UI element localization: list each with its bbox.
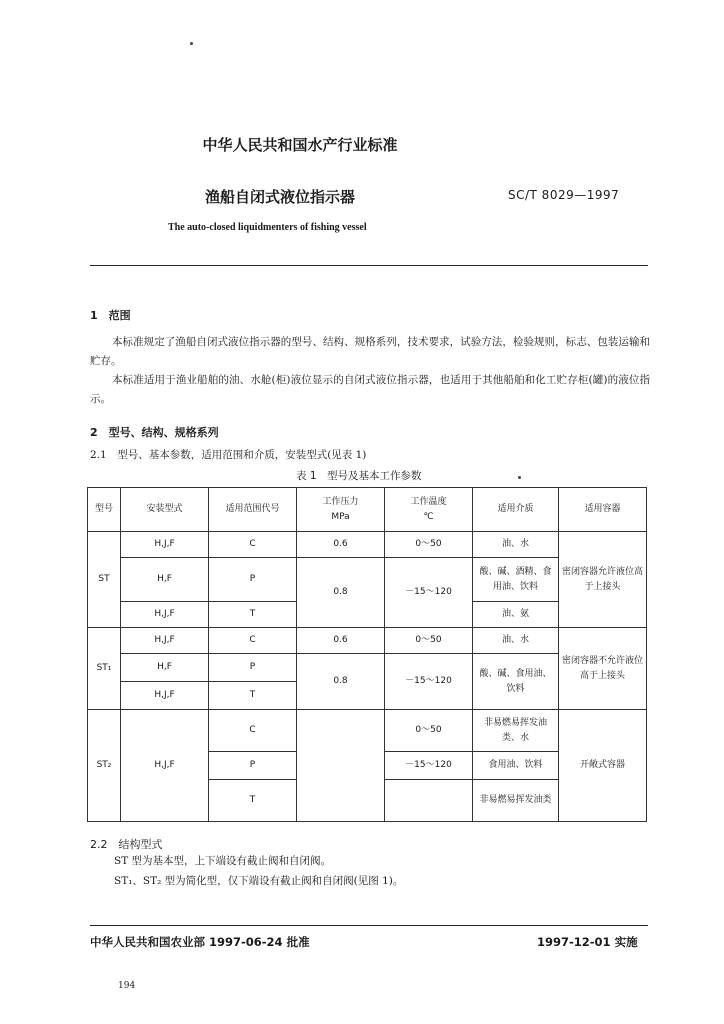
- header-rule: [90, 265, 648, 266]
- cell-temperature: [385, 780, 473, 822]
- table-row: [88, 628, 647, 654]
- cell-mount: H,J,F: [121, 602, 209, 628]
- header-range-code: 适用范围代号: [209, 488, 297, 532]
- page-number: 194: [118, 981, 136, 991]
- cell-medium: 酸、碱、食用油、饮料: [473, 654, 559, 710]
- header-mounting: 安装型式: [121, 488, 209, 532]
- header-temperature: 工作温度 ℃: [385, 488, 473, 532]
- cell-medium: 油、水: [473, 532, 559, 558]
- cell-mount: H,J,F: [121, 628, 209, 654]
- model-st1: ST₁: [88, 628, 121, 710]
- approval-line: 中华人民共和国农业部 1997-06-24 批准: [90, 935, 310, 949]
- cell-code: C: [209, 628, 297, 654]
- header-container: 适用容器: [559, 488, 647, 532]
- cell-temperature: －15～120: [385, 752, 473, 780]
- section-2-2-heading: 2.2 结构型式: [90, 838, 163, 851]
- section-2-2-paragraph-2: ST₁、ST₂ 型为简化型，仅下端设有截止阀和自闭阀(见图 1)。: [114, 875, 404, 887]
- model-st2: ST₂: [88, 710, 121, 822]
- cell-medium: 油、水: [473, 628, 559, 654]
- section-2-heading: 2 型号、结构、规格系列: [90, 426, 219, 439]
- cell-medium: 油、氨: [473, 602, 559, 628]
- cell-code: T: [209, 780, 297, 822]
- section-2-1-text: 2.1 型号、基本参数，适用范围和介质，安装型式(见表 1): [90, 449, 367, 461]
- footer-rule: [90, 925, 648, 926]
- cell-temperature: 0～50: [385, 532, 473, 558]
- cell-code: P: [209, 752, 297, 780]
- section-1-heading: 1 范围: [90, 309, 131, 322]
- effective-date: 1997-12-01 实施: [537, 935, 638, 949]
- cell-temperature: －15～120: [385, 654, 473, 710]
- cell-mount: H,J,F: [121, 682, 209, 710]
- cell-temperature: 0～50: [385, 628, 473, 654]
- header-medium: 适用介质: [473, 488, 559, 532]
- section-1-paragraph-2: 本标准适用于渔业船舶的油、水舱(柜)液位显示的自闭式液位指示器，也适用于其他船舶和化工贮存柜(罐)的液位指示。: [90, 374, 650, 405]
- parameters-table: [87, 487, 647, 822]
- cell-pressure: 0.8: [297, 558, 385, 628]
- cell-pressure: 0.6: [297, 532, 385, 558]
- cell-code: C: [209, 532, 297, 558]
- section-2-2-paragraph-1: ST 型为基本型，上下端设有截止阀和自闭阀。: [114, 855, 332, 867]
- table-row: [88, 532, 647, 558]
- cell-pressure: 0.6: [297, 628, 385, 654]
- cell-medium: 酸、碱、酒精、食用油、饮料: [473, 558, 559, 602]
- cell-mount: H,F: [121, 558, 209, 602]
- section-1-paragraph-1: 本标准规定了渔船自闭式液位指示器的型号、结构、规格系列，技术要求，试验方法，检验规则，标志、包装运输和贮存。: [90, 336, 650, 367]
- cell-mount: H,J,F: [121, 532, 209, 558]
- standard-body-title: 中华人民共和国水产行业标准: [202, 136, 398, 154]
- model-st: ST: [88, 532, 121, 628]
- english-title: The auto-closed liquidmenters of fishing vessel: [168, 222, 367, 233]
- cell-container: 密闭容器不允许液位高于上接头: [559, 628, 647, 710]
- cell-code: P: [209, 558, 297, 602]
- standard-code: SC/T 8029—1997: [508, 188, 620, 202]
- cell-pressure: [297, 710, 385, 822]
- cell-code: T: [209, 682, 297, 710]
- document-title: 渔船自闭式液位指示器: [205, 188, 356, 206]
- speck-mark: [190, 42, 193, 45]
- cell-temperature: 0～50: [385, 710, 473, 752]
- cell-code: T: [209, 602, 297, 628]
- cell-code: C: [209, 710, 297, 752]
- cell-medium: 非易燃易挥发油类、水: [473, 710, 559, 752]
- cell-mount: H,J,F: [121, 710, 209, 822]
- cell-container: 开敞式容器: [559, 710, 647, 822]
- speck-mark: [518, 476, 521, 479]
- header-pressure: 工作压力 MPa: [297, 488, 385, 532]
- table-header-row: [88, 488, 647, 532]
- cell-mount: H,F: [121, 654, 209, 682]
- cell-medium: 非易燃易挥发油类: [473, 780, 559, 822]
- cell-medium: 食用油、饮料: [473, 752, 559, 780]
- table-row: [88, 710, 647, 752]
- cell-container: 密闭容器允许液位高于上接头: [559, 532, 647, 628]
- cell-code: P: [209, 654, 297, 682]
- cell-temperature: －15～120: [385, 558, 473, 628]
- header-model: 型号: [88, 488, 121, 532]
- cell-pressure: 0.8: [297, 654, 385, 710]
- table-caption: 表 1 型号及基本工作参数: [296, 470, 422, 482]
